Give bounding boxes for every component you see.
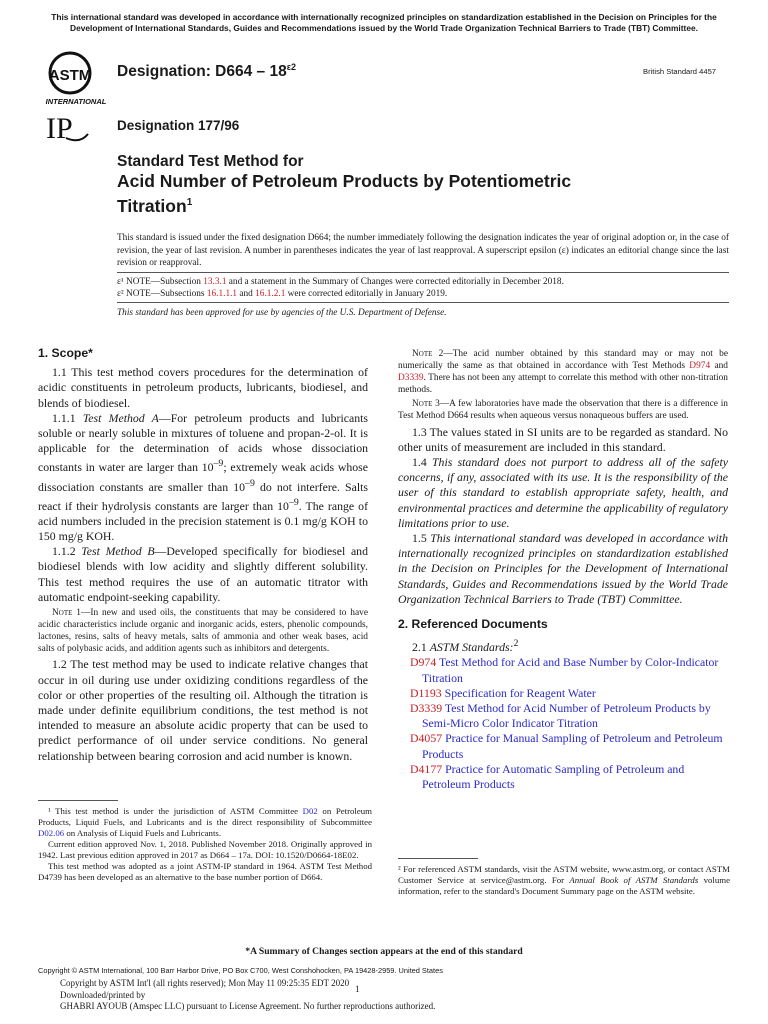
license-info	[60, 978, 435, 1013]
license-line: Downloaded/printed by	[60, 989, 146, 1000]
para-text: . The range of acid numbers included in the precision statement is 0.1 mg/g KOH to 150 mg/g KOH.	[38, 498, 368, 543]
para-text: —For petroleum products and lubricants soluble or nearly soluble in mixtures of toluene and propan-2-ol. It is applicable for the determination of acids whose dissociation constants in water are larger than 10	[38, 410, 369, 475]
note-2	[398, 348, 728, 396]
reference-title-link[interactable]: Test Method for Acid Number of Petroleum Products by Semi-Micro Color Indicator Titration	[422, 700, 711, 731]
reference-title-link[interactable]: Practice for Manual Sampling of Petroleum and Petroleum Products	[422, 731, 723, 761]
astm-logo	[40, 50, 112, 108]
para-number: 1.1.1	[52, 410, 83, 425]
document-title	[117, 152, 717, 217]
note-text: . There has not been any attempt to correlate this method with other non-titration methods.	[398, 373, 728, 396]
reference-item	[398, 762, 728, 792]
astm-standards-label: ASTM Standards:	[429, 640, 514, 655]
para-1-3: 1.3 The values stated in SI units are to be regarded as standard. No other units of measurement are included in this standard.	[398, 424, 728, 454]
committee-link[interactable]: D02	[302, 806, 318, 816]
reference-code-link[interactable]: D1193	[410, 685, 442, 700]
footnote-ref: 2	[513, 638, 519, 650]
note-text: and a statement in the Summary of Changes were corrected editorially in December 2018.	[226, 277, 564, 287]
para-text: ; extremely weak acids whose dissociation constants are smaller than 10	[38, 460, 368, 494]
para-1-4	[398, 455, 728, 531]
summary-of-changes-note: *A Summary of Changes section appears at the end of this standard	[245, 946, 523, 957]
para-number: 1.5	[412, 530, 431, 545]
footnote-1	[38, 806, 372, 839]
para-2-1	[398, 636, 728, 655]
note-text: and	[237, 289, 256, 300]
footnote-text: ¹ This test method is under the jurisdiction of ASTM Committee	[48, 806, 303, 816]
footnotes	[38, 806, 372, 883]
method-a-label: Test Method A	[82, 410, 159, 425]
para-1-1-1	[38, 411, 368, 544]
reference-item	[398, 686, 728, 701]
note-text: ε¹ NOTE—Subsection	[117, 277, 204, 287]
left-column	[38, 346, 368, 764]
reference-item	[398, 655, 728, 685]
exponent: –9	[245, 477, 255, 489]
footnote-1-adoption: This test method was adopted as a joint ASTM-IP standard in 1964. ASTM Test Method D4739 has been developed as an alternative to the base number portion of D664.	[38, 861, 372, 882]
para-1-1-2	[38, 544, 368, 605]
title-line-3-text: Titration	[117, 195, 187, 216]
note-label: Note	[412, 399, 433, 410]
para-1-1: 1.1 This test method covers procedures for the determination of acidic constituents in petroleum products, lubricants, biodiesel, and blends of biodiesel.	[38, 365, 368, 410]
tbt-notice: This international standard was developed in accordance with internationally recognized principles on standardization established in the Decision on Principles for the Development of International Standards, Guides and Recommendations issued by the World Trade Organization Technical Barriers to Trade (TBT) Committee.	[51, 12, 717, 33]
footnote-text: Annual Book of ASTM Standards	[569, 875, 699, 885]
footnote-text: on Petroleum Products, Liquid Fuels, and Lubricants and is the direct responsibility of Subcommittee	[38, 806, 372, 827]
reference-link[interactable]: D974	[689, 361, 711, 372]
reference-item	[398, 701, 728, 731]
title-line-1: Standard Test Method for	[117, 153, 304, 170]
editorial-notes	[117, 276, 729, 301]
reference-code-link[interactable]: D974	[410, 655, 437, 670]
page-number: 1	[355, 984, 360, 994]
divider	[117, 272, 729, 273]
designation-text: Designation: D664 – 18	[117, 63, 287, 81]
reference-title-link[interactable]: Specification for Reagent Water	[441, 685, 596, 700]
reference-link[interactable]: D3339	[398, 373, 424, 384]
para-1-2: 1.2 The test method may be used to indicate relative changes that occur in oil during use under oxidizing conditions regardless of the color or other properties of the resulting oil. Although the titration is made under definite equilibrium conditions, the test method is not intended to measure an absolute acidic property that can be used to predict performance of oil under service conditions. No general relationship between bearing corrosion and acid number is known.	[38, 657, 368, 763]
footnote-divider	[38, 800, 118, 801]
license-line: Copyright by ASTM Int'l (all rights reserved); Mon May 11 09:25:35 EDT 2020	[60, 978, 350, 988]
note-text: 2—The acid number obtained by this standard may or may not be numerically the same as that obtained in accordance with Test Methods	[398, 349, 728, 372]
para-text: This international standard was developed in accordance with internationally recognized principles on standardization established in the Decision on Principles for the Development of International Standards, Guides and Recommendations issued by the World Trade Organization Technical Barriers to Trade (TBT) Committee.	[398, 530, 728, 606]
reference-item	[398, 731, 728, 761]
title-line-2: Acid Number of Petroleum Products by Potentiometric	[117, 171, 572, 191]
license-line: GHABRI AYOUB (Amspec LLC) pursuant to License Agreement. No further reproductions authorized.	[60, 1001, 436, 1011]
right-column	[398, 346, 728, 792]
footnote-text: ² For referenced ASTM standards, visit the ASTM website, www.astm.org, or contact ASTM Customer Service at service@astm.org. For	[398, 864, 730, 885]
ip-logo-text: IP	[46, 112, 73, 145]
editorial-note-2	[117, 288, 729, 300]
note-label: Note	[412, 349, 433, 359]
note-3	[398, 398, 728, 422]
note-text: and	[710, 361, 728, 372]
copyright: Copyright © ASTM International, 100 Barr Harbor Drive, PO Box C700, West Conshohocken, PA 19428-2959. United States	[38, 966, 443, 975]
para-number: 2.1	[412, 640, 430, 655]
note-text: ε² NOTE—Subsections	[117, 289, 207, 300]
para-1-5	[398, 531, 728, 607]
british-standard: British Standard 4457	[643, 67, 717, 76]
note-text: 1—In new and used oils, the constituents that may be considered to have acidic characteristics include organic and inorganic acids, esters, phenolic compounds, lactones, resins, salts of heavy metals, salts of ammonia and other weak bases, acid salts of polybasic acids, and addition agents such as inhibitors and detergents.	[38, 608, 368, 655]
title-line-3	[117, 192, 717, 217]
designation-epsilon: ε2	[286, 62, 296, 72]
divider	[117, 302, 729, 303]
editorial-note-1	[117, 276, 729, 288]
reference-code-link[interactable]: D3339	[410, 700, 443, 715]
ip-designation: Designation 177/96	[117, 118, 240, 133]
subsection-link[interactable]: 13.3.1	[203, 277, 227, 287]
astm-logo-text: ASTM	[48, 67, 92, 84]
dod-approval: This standard has been approved for use by agencies of the U.S. Department of Defense.	[117, 308, 447, 318]
footnote-text: volume information, refer to the standard's Document Summary page on the ASTM website.	[398, 875, 730, 896]
subcommittee-link[interactable]: D02.06	[38, 828, 65, 838]
para-text: do not interfere. Salts react if their hydrolysis constants are larger than 10	[38, 479, 368, 513]
title-footnote-ref: 1	[186, 197, 193, 208]
para-number: 1.4	[412, 454, 432, 469]
reference-code-link[interactable]: D4057	[410, 731, 443, 746]
footnote-text: on Analysis of Liquid Fuels and Lubricants.	[64, 828, 222, 838]
note-label: Note	[52, 608, 73, 619]
subsection-link[interactable]: 16.1.2.1	[255, 289, 286, 300]
para-text: —Developed specifically for biodiesel and biodiesel blends with low acidity and slightly different solubility. This test method requires the use of an automatic titrator with automatic endpoint-seeking capability.	[38, 544, 368, 604]
note-text: were corrected editorially in January 2019.	[285, 289, 448, 300]
issued-statement: This standard is issued under the fixed designation D664; the number immediately following the designation indicates the year of original adoption or, in the case of revision, the year of last revision. A number in parentheses indicates the year of last reapproval. A superscript epsilon (ε) indicates an editorial change since the last revision or reapproval.	[117, 233, 729, 269]
footnote-divider	[398, 858, 478, 859]
section-2-heading: 2. Referenced Documents	[398, 617, 548, 631]
section-1-heading: 1. Scope*	[38, 346, 93, 360]
exponent: –9	[288, 496, 299, 508]
para-text: This standard does not purport to address all of the safety concerns, if any, associated with its use. It is the responsibility of the user of this standard to establish appropriate safety, health, and environmental practices and determine the applicability of regulatory limitations prior to use.	[398, 454, 728, 530]
designation	[117, 62, 296, 81]
reference-title-link[interactable]: Test Method for Acid and Base Number by Color-Indicator Titration	[422, 655, 719, 685]
footnote-2	[398, 864, 730, 897]
astm-logo-subtext: INTERNATIONAL	[45, 97, 107, 106]
subsection-link[interactable]: 16.1.1.1	[206, 289, 238, 300]
note-text: 3—A few laboratories have made the observation that there is a difference in Test Method D664 results when aqueous versus nonaqueous buffers are used.	[398, 399, 728, 422]
reference-title-link[interactable]: Practice for Automatic Sampling of Petroleum and Petroleum Products	[422, 761, 685, 791]
footnote-1-edition: Current edition approved Nov. 1, 2018. Published November 2018. Originally approved in 1942. Last previous edition approved in 2017 as D664 – 17a. DOI: 10.1520/D0664-18E02.	[38, 839, 372, 860]
method-b-label: Test Method B	[81, 544, 155, 559]
reference-code-link[interactable]: D4177	[410, 761, 443, 776]
ip-logo	[40, 110, 90, 146]
note-1	[38, 607, 368, 655]
para-number: 1.1.2	[52, 544, 82, 559]
exponent: –9	[213, 458, 224, 470]
